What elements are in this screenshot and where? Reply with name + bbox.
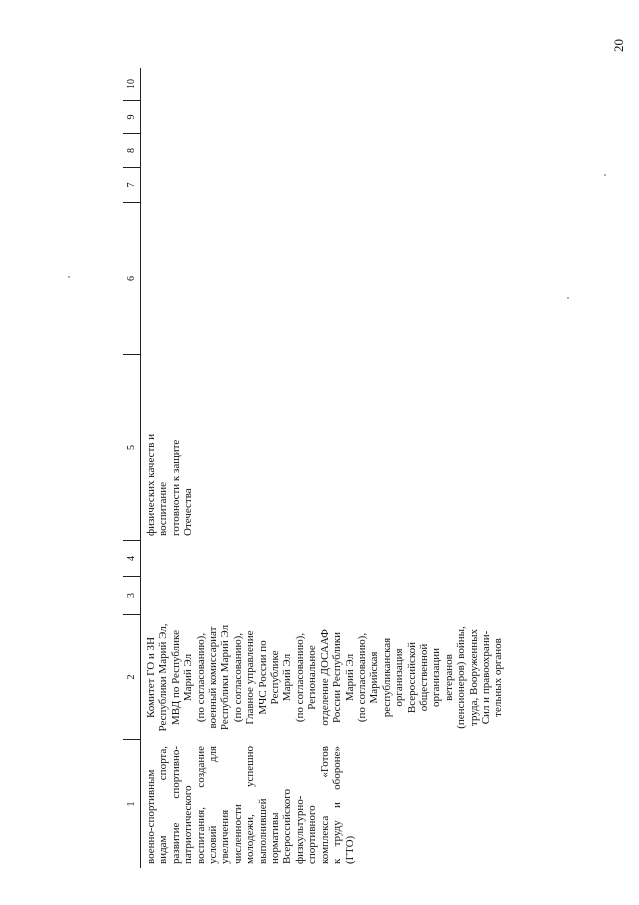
header-col-7: 7 [123,167,140,202]
col2-line: МВД по Республике [169,630,182,725]
col2-line: МЧС России по [256,640,269,715]
col1-line: (ГТО) [343,835,356,864]
col2-line: Марий Эл [343,653,356,702]
header-col-3: 3 [123,576,140,614]
page-number: 20 [611,39,626,52]
col2-line: Главное управление [244,630,257,725]
col2-line: тельных органов [492,638,505,717]
col1-line: развитие спортивно- [169,746,182,864]
col2-line: труда, Вооруженных [467,628,480,727]
col1-line: воспитания, создание [194,746,207,864]
col5-line: Отечества [182,488,195,536]
header-col-9: 9 [123,100,140,133]
col1-line: видам спорта, [157,746,170,864]
scan-speck [567,297,569,299]
col1-line: комплекса «Готов [318,746,331,864]
col2-line: республиканская [380,637,393,718]
col2-line: Республике [269,650,282,705]
col1-line: увеличения [219,809,232,864]
col1-line: военно-спортивным [145,769,157,864]
header-col-2: 2 [123,614,140,739]
rotated-table [123,68,639,868]
scan-speck [604,174,606,176]
column-5-cell [145,376,195,536]
col2-line: организация [393,648,406,707]
col1-line: условий для [207,746,220,864]
col1-line: спортивного [306,805,319,864]
col2-line: военный комиссариат [207,626,220,729]
column-1-cell [145,746,356,864]
col1-line: нормативы [269,812,282,864]
col1-line: физкультурно- [293,795,306,864]
col2-line: Региональное [306,645,319,710]
col1-line: молодежи, успешно [244,746,257,864]
col1-line: численности [231,804,244,864]
col5-line: физических качеств и [145,433,157,536]
col2-line: (по согласованию), [355,632,368,723]
col1-line: патриотического [182,785,195,864]
header-col-10: 10 [126,79,137,89]
col2-line: (по согласованию), [194,632,207,723]
col2-line: Республики Марий Эл, [157,623,170,732]
header-col-5: 5 [123,354,140,540]
col2-line: отделение ДОСААФ [318,629,331,726]
col1-line: к труду и обороне» [331,746,344,864]
col1-line: Всероссийского [281,789,294,864]
table-header-row [123,68,141,868]
col2-line: (пенсионеров) войны, [455,626,468,729]
col2-line: общественной [417,643,430,712]
col2-line: Марий Эл [281,653,294,702]
column-2-cell [145,619,505,736]
col2-line: ветеранов [442,654,455,701]
col2-line: Марий Эл [182,653,195,702]
col2-line: (по согласованию), [231,632,244,723]
col1-line: выполнившей [256,798,269,864]
col2-line: Всероссийской [405,641,418,714]
col2-line: России Республики [331,631,344,724]
col2-line: (по согласованию), [293,632,306,723]
scan-speck [68,276,70,278]
header-col-4: 4 [123,540,140,576]
col2-line: Комитет ГО и ЗН [145,636,157,719]
col2-line: Сил и правоохрани- [479,630,492,725]
col5-line: готовности к защите [169,439,182,536]
col2-line: организации [430,647,443,708]
col2-line: Республики Марий Эл [219,624,232,731]
col2-line: Марийская [368,651,381,704]
col5-line: воспитание [157,481,170,536]
header-col-1: 1 [123,739,140,868]
header-col-8: 8 [123,133,140,167]
header-col-6: 6 [123,202,140,354]
